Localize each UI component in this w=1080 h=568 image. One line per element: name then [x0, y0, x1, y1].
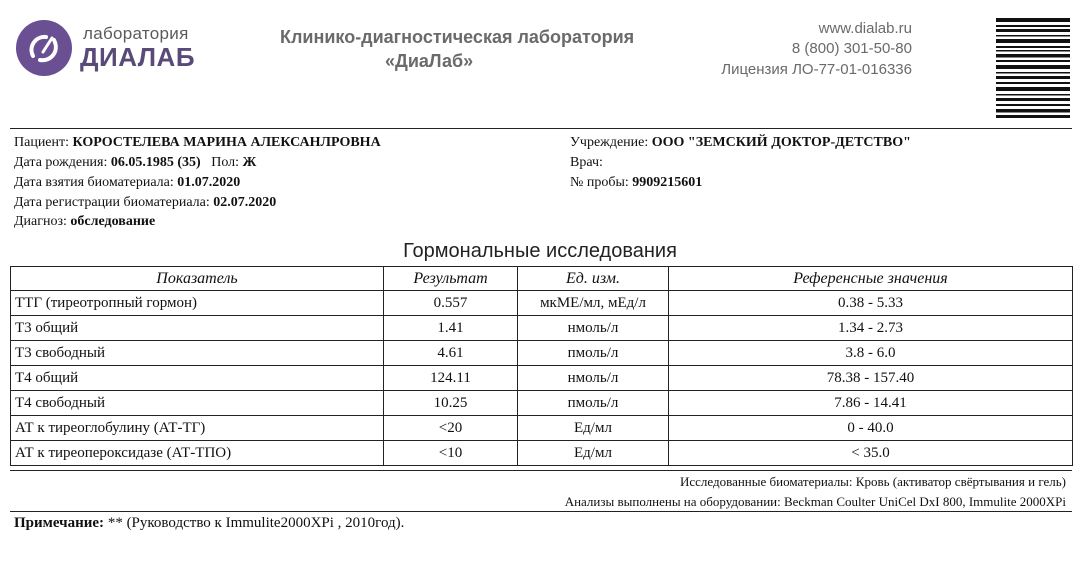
result-value: <10	[384, 441, 518, 466]
doctor-line	[570, 153, 603, 172]
result-value: 124.11	[384, 366, 518, 391]
result-value: 0.557	[384, 291, 518, 316]
indicator-name: АТ к тиреопероксидазе (АТ-ТПО)	[11, 441, 384, 466]
header-reference: Референсные значения	[669, 267, 1073, 291]
diagnosis-value: обследование	[70, 214, 156, 229]
patient-name-value: КОРОСТЕЛЕВА МАРИНА АЛЕКСАНЛРОВНА	[72, 135, 381, 150]
indicator-name: Т3 свободный	[11, 341, 384, 366]
table-row	[11, 291, 1073, 316]
logo-caption: лаборатория	[83, 24, 189, 43]
unit-value: пмоль/л	[518, 341, 669, 366]
table-bottom-divider	[10, 470, 1072, 471]
reference-range: 3.8 - 6.0	[669, 341, 1073, 366]
birth-date-label: Дата рождения:	[14, 155, 108, 170]
results-table	[10, 266, 1073, 466]
sample-number-label: № пробы:	[570, 175, 629, 190]
reference-range: 0 - 40.0	[669, 416, 1073, 441]
table-row	[11, 391, 1073, 416]
sample-date-value: 01.07.2020	[177, 175, 241, 190]
lab-logo-icon	[16, 20, 72, 76]
reference-range: < 35.0	[669, 441, 1073, 466]
table-row	[11, 416, 1073, 441]
result-value: 1.41	[384, 316, 518, 341]
unit-value: мкМЕ/мл, мЕд/л	[518, 291, 669, 316]
sample-date-line	[14, 173, 240, 192]
note-text: ** (Руководство к Immulite2000XPi , 2010год).	[107, 515, 405, 531]
note-line	[14, 515, 404, 532]
sample-date-label: Дата взятия биоматериала:	[14, 175, 174, 190]
birth-date-value: 06.05.1985 (35)	[110, 155, 201, 170]
institution-value: ООО "ЗЕМСКИЙ ДОКТОР-ДЕТСТВО"	[651, 135, 911, 150]
unit-value: нмоль/л	[518, 316, 669, 341]
biomaterials-info: Исследованные биоматериалы: Кровь (активатор свёртывания и гель)	[679, 474, 1066, 489]
lab-phone: 8 (800) 301-50-80	[791, 40, 912, 57]
doctor-label: Врач:	[570, 155, 603, 170]
reference-range: 1.34 - 2.73	[669, 316, 1073, 341]
table-row	[11, 366, 1073, 391]
note-label: Примечание:	[14, 515, 105, 531]
sex-label: Пол:	[211, 155, 240, 170]
equipment-info: Анализы выполнены на оборудовании: Beckman Coulter UniCel DxI 800, Immulite 2000XPi	[564, 494, 1066, 509]
header-result: Результат	[384, 267, 518, 291]
reference-range: 7.86 - 14.41	[669, 391, 1073, 416]
indicator-name: Т4 свободный	[11, 391, 384, 416]
table-row	[11, 441, 1073, 466]
reference-range: 0.38 - 5.33	[669, 291, 1073, 316]
registration-date-line	[14, 193, 276, 212]
registration-date-value: 02.07.2020	[213, 195, 277, 210]
result-value: 10.25	[384, 391, 518, 416]
logo-wordmark: ДИАЛАБ	[80, 42, 196, 72]
table-row	[11, 341, 1073, 366]
result-value: 4.61	[384, 341, 518, 366]
sample-number-line	[570, 173, 702, 192]
patient-name-line	[14, 133, 381, 152]
institution-label: Учреждение:	[570, 135, 649, 150]
footer-divider	[10, 511, 1072, 512]
unit-value: нмоль/л	[518, 366, 669, 391]
header-unit: Ед. изм.	[518, 267, 669, 291]
section-title: Гормональные исследования	[403, 240, 677, 262]
header-divider	[10, 128, 1072, 129]
lab-license: Лицензия ЛО-77-01-016336	[721, 61, 912, 78]
diagnosis-label: Диагноз:	[14, 214, 67, 229]
reference-range: 78.38 - 157.40	[669, 366, 1073, 391]
indicator-name: Т3 общий	[11, 316, 384, 341]
lab-website: www.dialab.ru	[818, 20, 912, 37]
table-header-row	[11, 267, 1073, 291]
indicator-name: Т4 общий	[11, 366, 384, 391]
patient-name-label: Пациент:	[14, 135, 70, 150]
registration-date-label: Дата регистрации биоматериала:	[14, 195, 210, 210]
sex-value: Ж	[242, 155, 257, 170]
diagnosis-line	[14, 212, 155, 231]
birth-date-line	[14, 153, 256, 172]
header-indicator: Показатель	[11, 267, 384, 291]
result-value: <20	[384, 416, 518, 441]
barcode-icon	[996, 18, 1070, 118]
lab-title: Клинико-диагностическая лаборатория	[280, 27, 635, 47]
indicator-name: АТ к тиреоглобулину (АТ-ТГ)	[11, 416, 384, 441]
indicator-name: ТТГ (тиреотропный гормон)	[11, 291, 384, 316]
lab-subtitle: «ДиаЛаб»	[385, 51, 474, 71]
unit-value: пмоль/л	[518, 391, 669, 416]
institution-line	[570, 133, 911, 152]
sample-number-value: 9909215601	[632, 175, 703, 190]
table-row	[11, 316, 1073, 341]
unit-value: Ед/мл	[518, 416, 669, 441]
unit-value: Ед/мл	[518, 441, 669, 466]
